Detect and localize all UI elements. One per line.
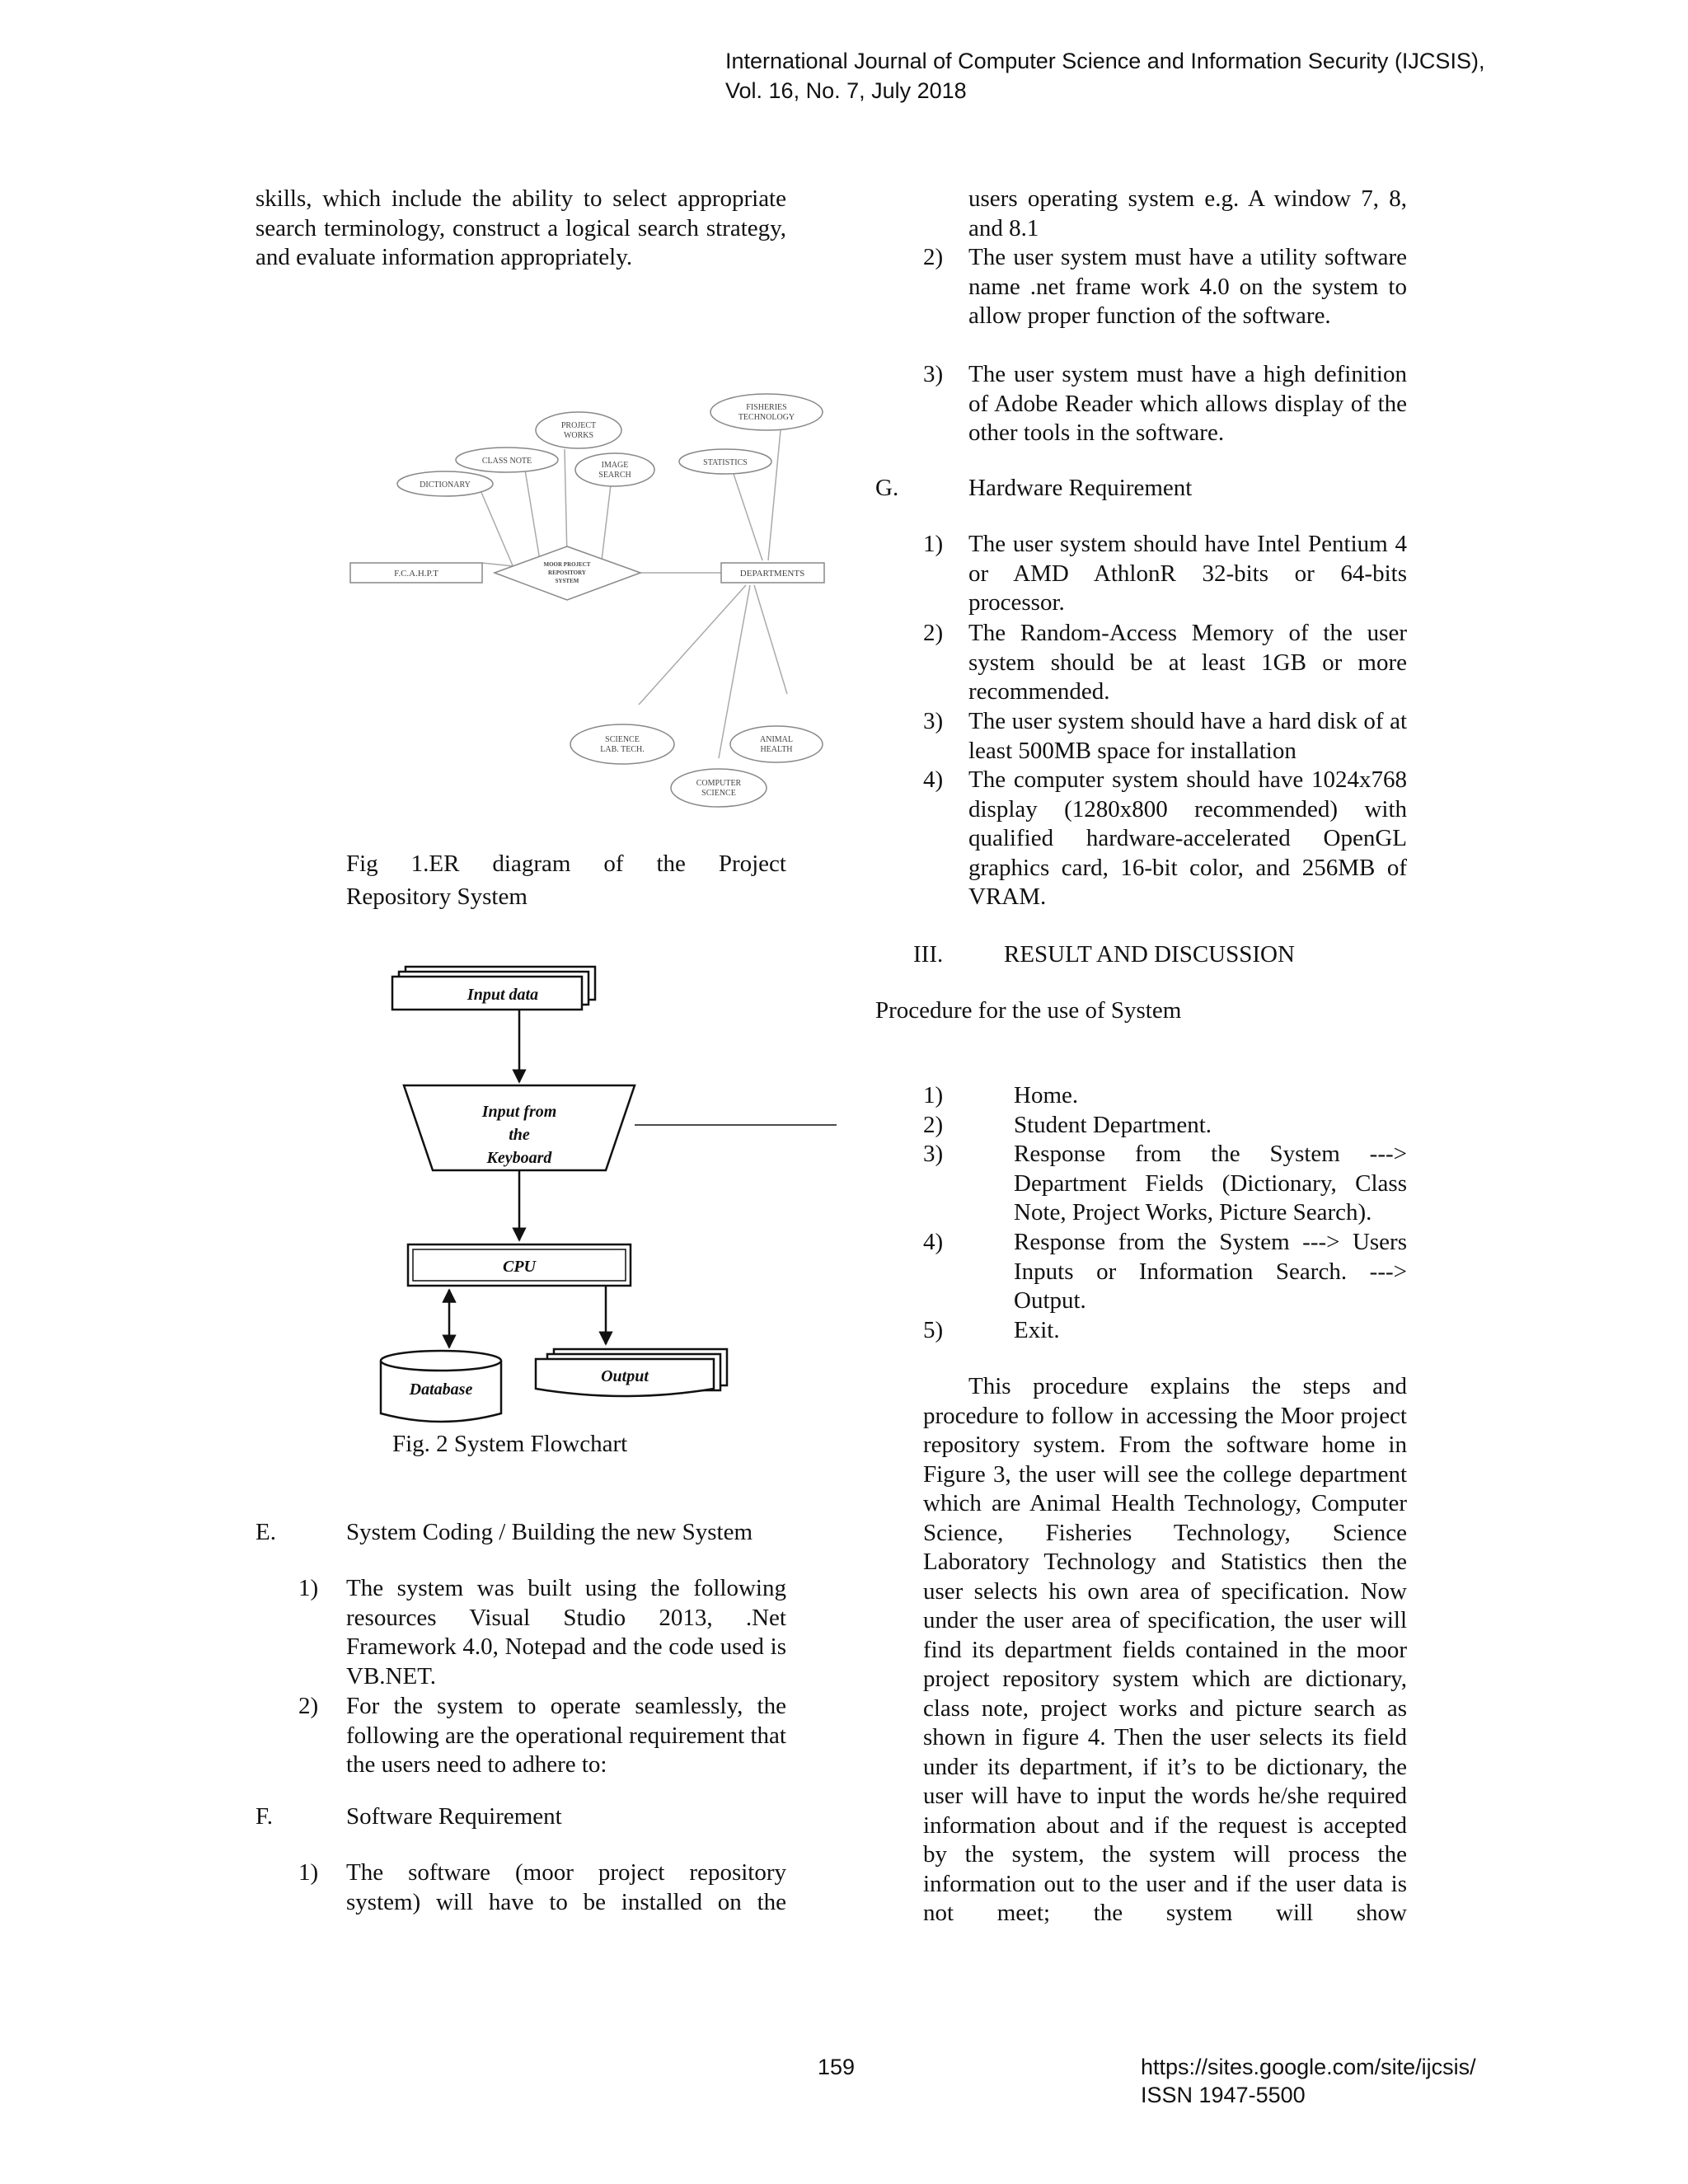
er-edge — [754, 585, 787, 694]
procedure-title: Procedure for the use of System — [875, 997, 1182, 1024]
step-number: 3) — [923, 1141, 944, 1167]
procedure-explanation: This procedure explains the steps and procedure to follow in accessing the Moor project repository system. From the software home in Figure 3, the user will see the college department which are Animal Health Technology, Computer Science, Fisheries Technology, Science Laboratory Technology and Statistics then the user selects his own area of specification. Now under the user area of specification, the user will find its department fields contained in the moor project repository system which are dictionary, class note, project works and picture search as shown in figure 4. Then the user selects its field under its department, if it’s to be dictionary, the user will have to input the words he/she required information about and if the request is accepted by the system, the system will process the information out to the user and if the user data is not meet; the system will show — [923, 1373, 1407, 1926]
step-number: 5) — [923, 1317, 944, 1343]
computer-label: COMPUTER — [696, 779, 742, 788]
system-flowchart — [371, 960, 849, 1430]
item-number: 2) — [923, 620, 944, 646]
footer-issn: ISSN 1947-5500 — [1141, 2083, 1306, 2107]
center-label-3: SYSTEM — [555, 578, 579, 584]
the-label: the — [509, 1126, 530, 1144]
procedure-step — [923, 1111, 1407, 1141]
procedure-step — [923, 1228, 1407, 1317]
section-e-item — [298, 1692, 786, 1781]
step-number: 4) — [923, 1229, 944, 1255]
step-text: Exit. — [1014, 1317, 1060, 1343]
item-number: 3) — [923, 708, 944, 734]
item-number: 3) — [923, 361, 944, 387]
computer-science-attribute — [671, 769, 767, 807]
technology-label: TECHNOLOGY — [738, 413, 795, 422]
step-number: 2) — [923, 1112, 944, 1138]
search-label: SEARCH — [598, 471, 631, 480]
animal-label: ANIMAL — [760, 735, 793, 744]
er-edge — [523, 460, 540, 560]
image-search-attribute — [575, 453, 654, 486]
item-text: The software (moor project repository system) will have to be installed on the — [346, 1859, 786, 1915]
fig1-caption-line2: Repository System — [346, 883, 528, 910]
cs-science-label: SCIENCE — [701, 789, 736, 798]
fisheries-label: FISHERIES — [746, 403, 787, 412]
section-iii-title: RESULT AND DISCUSSION — [1004, 941, 1295, 968]
project-works-attribute — [536, 412, 621, 448]
item-text: The user system should have Intel Pentium 4 or AMD AthlonR 32-bits or 64-bits processor. — [968, 531, 1407, 616]
section-e-item — [298, 1574, 786, 1691]
cpu-label: CPU — [503, 1258, 536, 1276]
item-number: 2) — [298, 1693, 319, 1719]
works-label: WORKS — [563, 431, 594, 440]
page-number: 159 — [818, 2055, 856, 2079]
procedure-step — [923, 1140, 1407, 1229]
section-iii-number: III. — [913, 941, 944, 968]
item-text: The user system must have a high definition of Adobe Reader which allows display of the other tools in the software. — [968, 361, 1407, 446]
item-text: The user system must have a utility software name .net frame work 4.0 on the system to allow proper function of the software. — [968, 244, 1407, 329]
er-edge — [602, 478, 612, 560]
er-edge — [729, 462, 762, 560]
step-text: Response from the System ---> Department Fields (Dictionary, Class Note, Project Works, Picture Search). — [1014, 1141, 1407, 1226]
fisheries-attribute — [710, 394, 823, 430]
journal-title: International Journal of Computer Science and Information Security (IJCSIS), — [725, 49, 1485, 73]
item-number: 1) — [298, 1575, 319, 1601]
intro-paragraph: skills, which include the ability to select appropriate search terminology, construct a logical search strategy, and evaluate information appropriately. — [256, 185, 786, 270]
er-edge — [768, 430, 781, 560]
software-item-continued: users operating system e.g. A window 7, 8, and 8.1 — [968, 185, 1407, 241]
fig2-caption: Fig. 2 System Flowchart — [392, 1431, 628, 1457]
item-text: The system was built using the following resources Visual Studio 2013, .Net Framework 4.0, Notepad and the code used is VB.NET. — [346, 1575, 786, 1690]
image-label: IMAGE — [601, 461, 629, 470]
animal-health-attribute — [730, 726, 823, 762]
fig1-caption-line1: Fig 1.ER diagram of the Project — [346, 851, 786, 877]
project-label: PROJECT — [560, 421, 597, 430]
procedure-step — [923, 1081, 1407, 1111]
section-f-letter: F. — [256, 1803, 274, 1830]
center-label-2: REPOSITORY — [548, 569, 586, 576]
statistics-label: STATISTICS — [703, 458, 748, 467]
step-number: 1) — [923, 1082, 944, 1108]
section-f-item — [298, 1858, 786, 1918]
item-text: The user system should have a hard disk of at least 500MB space for installation — [968, 708, 1407, 764]
database-top — [381, 1351, 501, 1371]
item-text: The computer system should have 1024x768 display (1280x800 recommended) with qualified hardware-accelerated OpenGL graphics card, 16-bit color, and 256MB of VRAM. — [968, 766, 1407, 910]
database-label: Database — [409, 1380, 473, 1399]
science-lab-attribute — [570, 724, 674, 764]
fig1-caption — [346, 847, 786, 913]
hardware-item — [923, 766, 1407, 914]
item-text: For the system to operate seamlessly, the following are the operational requirement that the users need to adhere to: — [346, 1693, 786, 1778]
item-number: 2) — [923, 244, 944, 270]
er-diagram — [346, 387, 841, 816]
dictionary-label: DICTIONARY — [420, 480, 471, 490]
section-e-letter: E. — [256, 1519, 276, 1545]
input-data-label: Input data — [467, 986, 539, 1004]
science-label: SCIENCE — [605, 735, 640, 744]
item-number: 4) — [923, 766, 944, 793]
keyboard-label: Keyboard — [486, 1149, 552, 1167]
er-edge — [639, 585, 746, 705]
item-number: 1) — [923, 531, 944, 557]
section-g-letter: G. — [875, 475, 899, 501]
footer-url: https://sites.google.com/site/ijcsis/ — [1141, 2055, 1476, 2079]
input-from-label: Input from — [481, 1103, 557, 1121]
software-item — [923, 360, 1407, 449]
lab-tech-label: LAB. TECH. — [600, 745, 645, 754]
item-number: 1) — [298, 1859, 319, 1886]
step-text: Home. — [1014, 1082, 1079, 1108]
health-label: HEALTH — [760, 745, 793, 754]
fcahpt-label: F.C.A.H.P.T — [394, 569, 438, 579]
section-f-title: Software Requirement — [346, 1803, 562, 1830]
step-text: Response from the System ---> Users Inputs or Information Search. ---> Output. — [1014, 1229, 1407, 1314]
software-item — [923, 243, 1407, 360]
step-text: Student Department. — [1014, 1112, 1212, 1138]
item-text: The Random-Access Memory of the user system should be at least 1GB or more recommended. — [968, 620, 1407, 705]
journal-header — [725, 46, 1484, 105]
procedure-step — [923, 1316, 1407, 1346]
journal-volume: Vol. 16, No. 7, July 2018 — [725, 78, 967, 103]
section-e-title: System Coding / Building the new System — [346, 1519, 753, 1545]
center-label-1: MOOR PROJECT — [543, 561, 591, 568]
output-label: Output — [601, 1367, 649, 1385]
hardware-item — [923, 707, 1407, 766]
departments-label: DEPARTMENTS — [739, 569, 805, 579]
section-g-title: Hardware Requirement — [968, 475, 1193, 501]
hardware-item — [923, 619, 1407, 708]
hardware-item — [923, 530, 1407, 619]
er-edge — [565, 449, 567, 557]
class-note-label: CLASS NOTE — [481, 457, 532, 466]
